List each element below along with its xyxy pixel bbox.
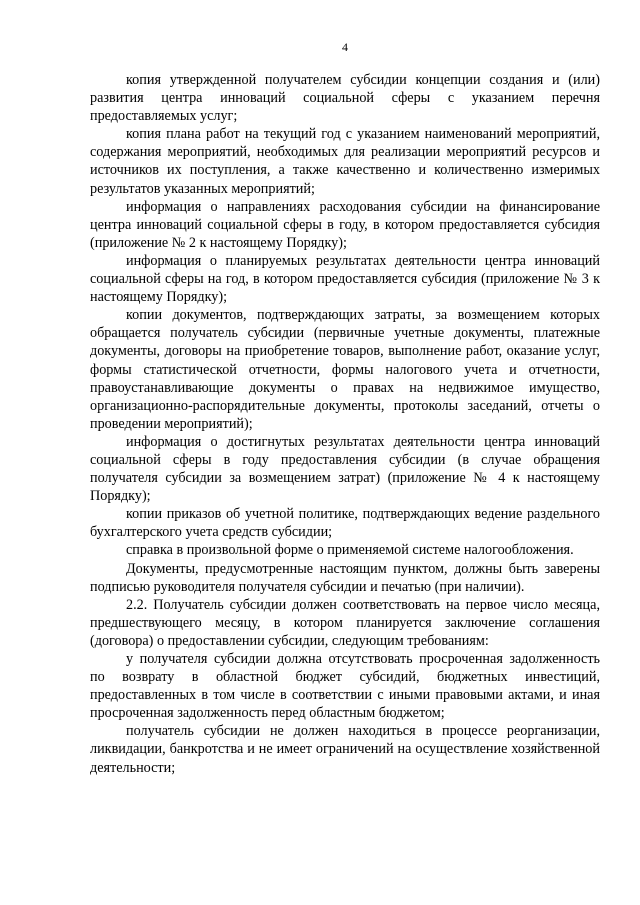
paragraph-no-reorganization: получатель субсидии не должен находиться в процессе реорганизации, ликвидации, банкротства и не имеет ограничений на осуществление хозяйственной деятельности; [90, 723, 600, 776]
paragraph-accounting-policy: копии приказов об учетной политике, подтверждающих ведение раздельного бухгалтерского учета средств субсидии; [90, 506, 600, 541]
paragraph-planned-results: информация о планируемых результатах деятельности центра инноваций социальной сферы на год, в котором предоставляется субсидия (приложение № 3 к настоящему Порядку); [90, 252, 600, 306]
paragraph-work-plan-copy: копия плана работ на текущий год с указанием наименований мероприятий, содержания мероприятий, необходимых для реализации мероприятий ресурсов и источников их поступления, а также качественно и количественно измеримых результатов указанных мероприятий; [90, 126, 600, 197]
paragraph-tax-certificate: справка в произвольной форме о применяемой системе налогообложения. [126, 542, 574, 559]
paragraph-section-2-2: 2.2. Получатель субсидии должен соответствовать на первое число месяца, предшествующего месяцу, в котором планируется заключение соглашения (договора) о предоставлении субсидии, следующим требованиям: [90, 596, 600, 649]
paragraph-no-overdue-debt: у получателя субсидии должна отсутствовать просроченная задолженность по возврату в областной бюджет субсидий, бюджетных инвестиций, предоставленных в том числе в соответствии с иными правовыми актами, и иная просроченная задолженность перед областным бюджетом; [90, 651, 600, 722]
paragraph-documents-certification: Документы, предусмотренные настоящим пунктом, должны быть заверены подписью руководителя получателя субсидии и печатью (при наличии). [90, 560, 600, 595]
paragraph-concept-copy: копия утвержденной получателем субсидии концепции создания и (или) развития центра инноваций социальной сферы с указанием перечня предоставляемых услуг; [90, 72, 600, 125]
page-number: 4 [342, 40, 348, 54]
paragraph-achieved-results: информация о достигнутых результатах деятельности центра инноваций социальной сферы в году предоставления субсидии (в случае обращения получателя субсидии за возмещением затрат) (приложение № 4 к настоящему Порядку); [90, 433, 600, 505]
paragraph-spending-directions: информация о направлениях расходования субсидии на финансирование центра инноваций социальной сферы в году, в котором предоставляется субсидия (приложение № 2 к настоящему Порядку); [90, 198, 600, 251]
paragraph-expense-documents: копии документов, подтверждающих затраты, за возмещением которых обращается получатель субсидии (первичные учетные документы, платежные документы, договоры на приобретение товаров, выполнение работ, оказание услуг, формы статистической отчетности, формы налогового учета и отчетности, правоустанавливающие документы о правах на недвижимое имущество, организационно-распорядительные документы, протоколы заседаний, отчеты о проведении мероприятий); [90, 307, 600, 432]
